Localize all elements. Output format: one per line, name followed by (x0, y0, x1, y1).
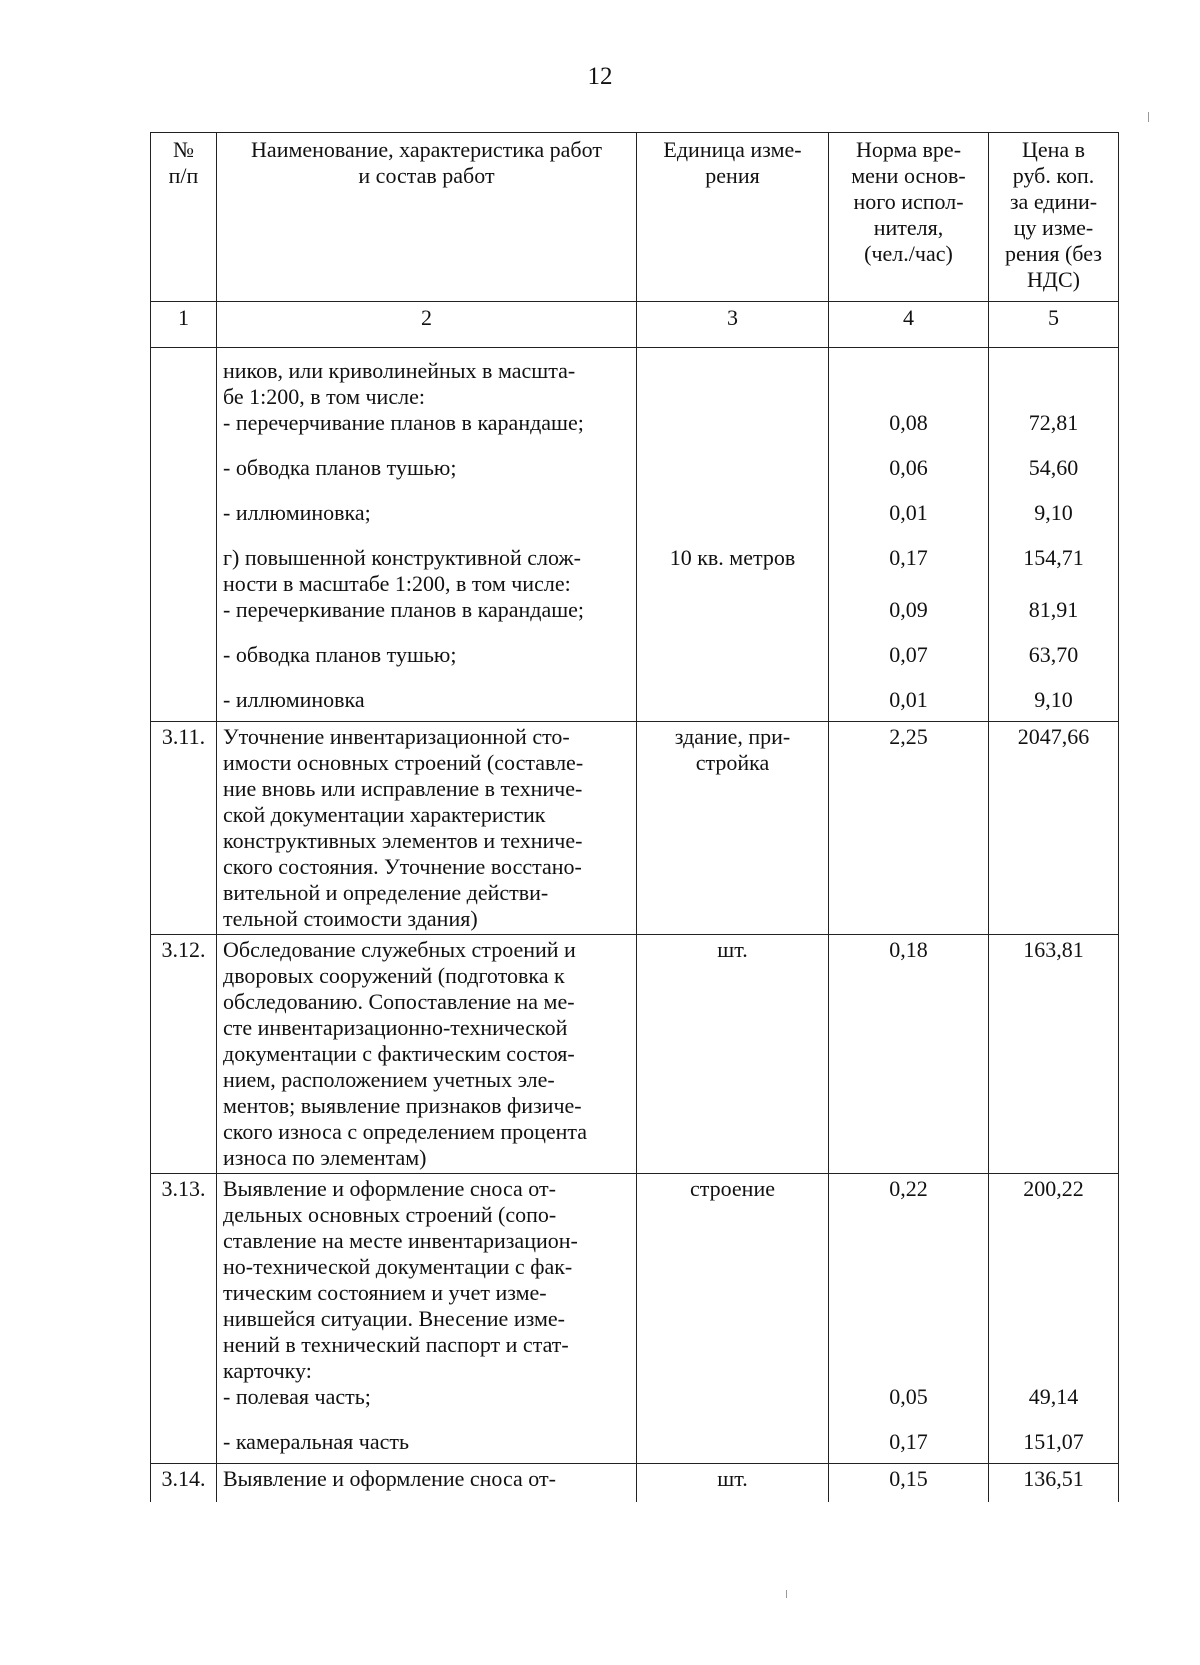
list-item: - перечеркивание планов в карандаше; (223, 597, 585, 622)
cell-name: Выявление и оформление сноса от- дельных основных строений (сопо- ставление на месте инвентаризацион- но-технической документации с фак- тическим состоянием и учет изме- нившейся ситуации. Внесение изме- нений в технический паспорт и стат- карточку: - полевая часть; - камеральная часть (217, 1174, 637, 1464)
price-table (150, 132, 1119, 1502)
price-value: 49,14 (1028, 1384, 1079, 1409)
table-row (151, 1464, 1119, 1503)
cell-unit: шт. (637, 1464, 829, 1503)
cell-name: ников, или криволинейных в масшта- бе 1:200, в том числе: - перечерчивание планов в карандаше; - обводка планов тушью; - иллюминовка; г) повышенной конструктивной слож- ности в масштабе 1:200, в том числе: - перечеркивание планов в карандаше; - обводка планов тушью; - иллюминовка (217, 348, 637, 722)
cell-price: 200,22 49,14 151,07 (989, 1174, 1119, 1464)
cell-unit: здание, при- стройка (637, 722, 829, 935)
norm-value: 0,08 (889, 410, 928, 435)
column-number: 1 (151, 302, 217, 348)
price-value: 54,60 (1028, 455, 1079, 480)
table-row (151, 935, 1119, 1174)
norm-value: 0,01 (889, 500, 928, 525)
norm-value: 0,06 (889, 455, 928, 480)
header-col-norm: Норма вре- мени основ- ного испол- нителя, (чел./час) (829, 133, 989, 302)
column-number: 4 (829, 302, 989, 348)
norm-value: 0,01 (889, 687, 928, 712)
cell-price: 2047,66 (989, 722, 1119, 935)
scan-speck (1148, 112, 1149, 122)
norm-value: 0,17 (889, 545, 928, 570)
header-col-unit: Единица изме- рения (637, 133, 829, 302)
price-value: 63,70 (1028, 642, 1079, 667)
list-item: - иллюминовка; (223, 500, 371, 525)
norm-value: 0,05 (889, 1384, 928, 1409)
list-item: - камеральная часть (223, 1429, 410, 1454)
list-item: - обводка планов тушью; (223, 642, 457, 667)
list-item: - перечерчивание планов в карандаше; (223, 410, 584, 435)
list-item: г) повышенной конструктивной слож- (223, 545, 581, 570)
list-item: - полевая часть; (223, 1384, 371, 1409)
cell-norm: 0,18 (829, 935, 989, 1174)
cell-number: 3.14. (151, 1464, 217, 1503)
scan-speck (786, 1590, 787, 1598)
cell-unit: строение (637, 1174, 829, 1464)
cell-number: 3.11. (151, 722, 217, 935)
column-number: 3 (637, 302, 829, 348)
column-number-row (151, 302, 1119, 348)
cell-name: Обследование служебных строений и дворовых сооружений (подготовка к обследованию. Сопоставление на ме- сте инвентаризационно-технической документации с фактическим состоя- нием, расположением учетных эле- ментов; выявление признаков физиче- ского износа с определением процента износа по элементам) (217, 935, 637, 1174)
page-number: 12 (587, 63, 613, 90)
list-item: - иллюминовка (223, 687, 365, 712)
price-value: 81,91 (1028, 597, 1079, 622)
norm-value: 0,07 (889, 642, 928, 667)
norm-value: 0,09 (889, 597, 928, 622)
table-header-row (151, 133, 1119, 302)
unit-value: 10 кв. метров (669, 545, 796, 570)
cell-number (151, 348, 217, 722)
column-number: 5 (989, 302, 1119, 348)
cell-norm (829, 348, 989, 722)
norm-value: 0,17 (889, 1429, 928, 1454)
header-col-price: Цена в руб. коп. за едини- цу изме- рения (без НДС) (989, 133, 1119, 302)
table-row (151, 722, 1119, 935)
cell-norm: 0,22 0,05 0,17 (829, 1174, 989, 1464)
price-value: 151,07 (1023, 1429, 1084, 1454)
cell-name: Выявление и оформление сноса от- (217, 1464, 637, 1503)
header-col-number: № п/п (151, 133, 217, 302)
cell-norm: 0,15 (829, 1464, 989, 1503)
column-number: 2 (217, 302, 637, 348)
cell-norm: 2,25 (829, 722, 989, 935)
table-row (151, 1174, 1119, 1464)
list-item: - обводка планов тушью; (223, 455, 457, 480)
price-value: 9,10 (1034, 500, 1073, 525)
cell-name: Уточнение инвентаризационной сто- имости основных строений (составле- ние вновь или исправление в техниче- ской документации характеристик конструктивных элементов и техниче- ского состояния. Уточнение восстано- вительной и определение действи- тельной стоимости здания) (217, 722, 637, 935)
cell-unit: шт. (637, 935, 829, 1174)
price-value: 72,81 (1028, 410, 1079, 435)
cell-number: 3.12. (151, 935, 217, 1174)
cell-unit (637, 348, 829, 722)
header-col-name: Наименование, характеристика работ и состав работ (217, 133, 637, 302)
table-row-continuation (151, 348, 1119, 722)
price-value: 154,71 (1023, 545, 1084, 570)
cell-price: 163,81 (989, 935, 1119, 1174)
cell-price (989, 348, 1119, 722)
cell-number: 3.13. (151, 1174, 217, 1464)
price-value: 9,10 (1034, 687, 1073, 712)
cell-price: 136,51 (989, 1464, 1119, 1503)
